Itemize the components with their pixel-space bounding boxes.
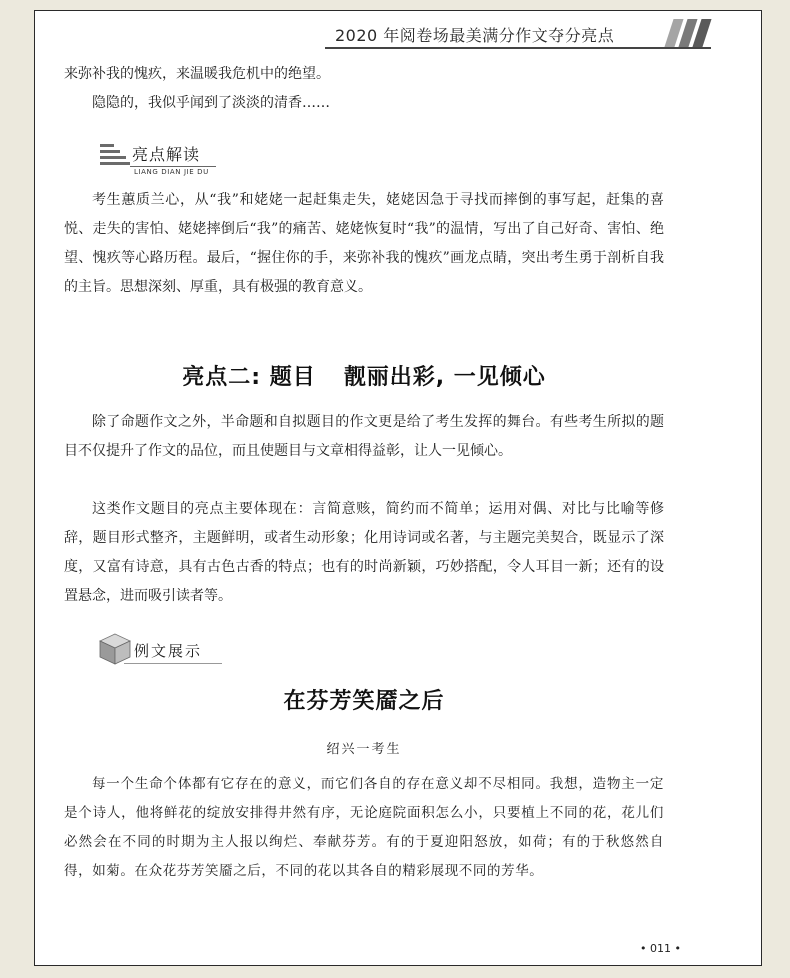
essay-paragraph: 每一个生命个体都有它存在的意义，而它们各自的存在意义却不尽相同。我想，造物主一定是个诗人，他将鲜花的绽放安排得井然有序，无论庭院面积怎么小，只要植上不同的花，花儿们必然会在不同的时期为主人报以绚烂、奉献芬芳。有的于夏迎阳怒放，如荷；有的于秋悠然自得，如菊。在众花芬芳笑靥之后，不同的花以其各自的精彩展现不同的芳华。: [64, 776, 664, 879]
analysis-section-tag: [100, 138, 250, 180]
intro-line-2: 隐隐的，我似乎闻到了淡淡的清香……: [92, 95, 330, 111]
highlight-two-heading-left: 亮点二: 题目: [182, 365, 316, 390]
essay-title: 在芬芳笑靥之后: [283, 689, 445, 714]
header-title: 2020 年阅卷场最美满分作文夺分亮点: [335, 26, 615, 45]
highlight-two-paragraph-1: 除了命题作文之外，半命题和自拟题目的作文更是给了考生发挥的舞台。有些考生所拟的题目不仅提升了作文的品位，而且使题目与文章相得益彰，让人一见倾心。: [64, 414, 664, 459]
intro-line-1: 来弥补我的愧疚，来温暖我危机中的绝望。: [64, 66, 330, 82]
analysis-tag-subtitle: LIANG DIAN JIE DU: [134, 168, 209, 176]
cube-icon: [98, 632, 132, 666]
analysis-tag-title: 亮点解读: [132, 145, 201, 164]
running-header: [325, 19, 711, 49]
example-section-tag: [98, 630, 228, 670]
essay-author: 绍兴一考生: [326, 742, 402, 757]
highlight-two-paragraph-2: 这类作文题目的亮点主要体现在：言简意赅，简约而不简单；运用对偶、对比与比喻等修辞，题目形式整齐，主题鲜明，或者生动形象；化用诗词或名著，与主题完美契合，既显示了深度，又富有诗意，具有古色古香的特点；也有的时尚新颖，巧妙搭配，令人耳目一新；还有的设置悬念，进而吸引读者等。: [64, 501, 664, 604]
example-tag-title: 例文展示: [134, 642, 203, 660]
highlight-two-heading-right: 靓丽出彩, 一见倾心: [343, 365, 546, 390]
page-number: • 011 •: [640, 942, 681, 955]
highlight-two-heading: [64, 360, 664, 391]
stripes-icon: [100, 144, 130, 168]
header-stripes-decoration: [665, 19, 711, 47]
analysis-paragraph: 考生蕙质兰心，从“我”和姥姥一起赶集走失，姥姥因急于寻找而摔倒的事写起，赶集的喜悦、走失的害怕、姥姥摔倒后“我”的痛苦、姥姥恢复时“我”的温情，写出了自己好奇、害怕、绝望、愧疚等心路历程。最后，“握住你的手，来弥补我的愧疚”画龙点睛，突出考生勇于剖析自我的主旨。思想深刻、厚重，具有极强的教育意义。: [64, 192, 664, 295]
